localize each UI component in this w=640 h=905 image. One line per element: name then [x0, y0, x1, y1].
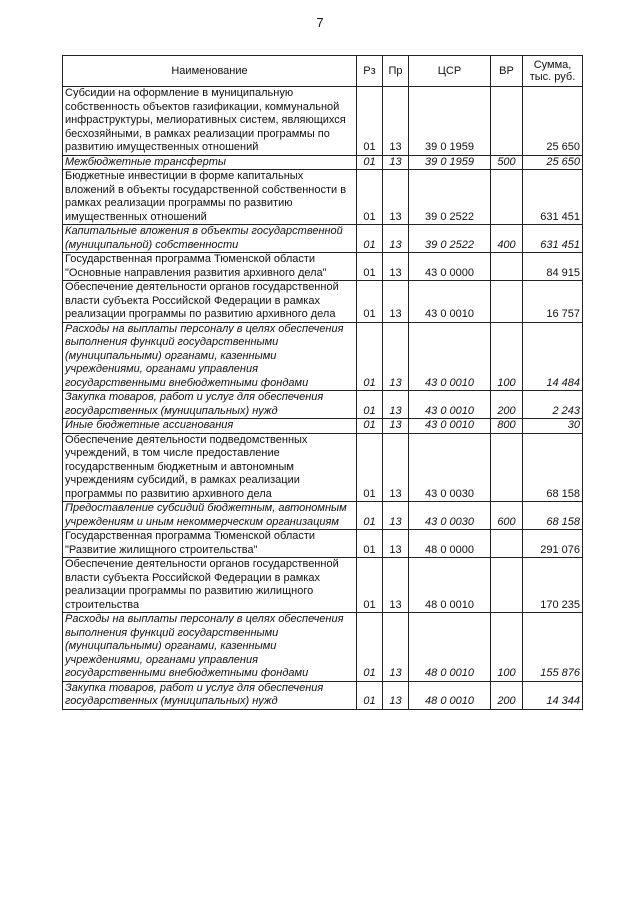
table-row: [63, 502, 583, 530]
table-row: [63, 433, 583, 502]
cell-name: Субсидии на оформление в муниципальную собственность объектов газификации, коммунальной инфраструктуры, мелиоративных систем, являющихся бесхозяйными, в рамках реализации программы по развитию имущественных отношений: [63, 87, 357, 156]
cell-csr: 43 0 0010: [409, 391, 491, 419]
cell-rz: 01: [357, 225, 383, 253]
table-row: [63, 87, 583, 156]
cell-csr: 43 0 0010: [409, 322, 491, 391]
table-row: [63, 391, 583, 419]
cell-csr: 48 0 0010: [409, 613, 491, 682]
cell-name: Обеспечение деятельности органов государственной власти субъекта Российской Федерации в рамках реализации программы по развитию жилищного строительства: [63, 558, 357, 613]
cell-rz: 01: [357, 502, 383, 530]
table-row: [63, 155, 583, 170]
table-row: [63, 681, 583, 709]
table-row: [63, 558, 583, 613]
cell-csr: 48 0 0010: [409, 681, 491, 709]
cell-csr: 39 0 1959: [409, 87, 491, 156]
cell-sum: 631 451: [523, 225, 583, 253]
cell-csr: 48 0 0000: [409, 530, 491, 558]
header-csr: ЦСР: [409, 56, 491, 87]
cell-vr: 800: [491, 419, 523, 434]
cell-sum: 68 158: [523, 433, 583, 502]
cell-rz: 01: [357, 681, 383, 709]
header-pr: Пр: [383, 56, 409, 87]
cell-pr: 13: [383, 681, 409, 709]
cell-csr: 39 0 2522: [409, 225, 491, 253]
cell-pr: 13: [383, 419, 409, 434]
table-row: [63, 530, 583, 558]
table-row: [63, 170, 583, 225]
cell-pr: 13: [383, 225, 409, 253]
cell-pr: 13: [383, 253, 409, 281]
cell-name: Обеспечение деятельности подведомственных учреждений, в том числе предоставление государственным бюджетным и автономным учреждениям субсидий, в рамках реализации программы по развитию архивного дела: [63, 433, 357, 502]
cell-rz: 01: [357, 155, 383, 170]
cell-vr: 200: [491, 681, 523, 709]
cell-sum: 170 235: [523, 558, 583, 613]
table-row: [63, 613, 583, 682]
cell-vr: 400: [491, 225, 523, 253]
cell-csr: 48 0 0010: [409, 558, 491, 613]
cell-sum: 14 344: [523, 681, 583, 709]
cell-sum: 84 915: [523, 253, 583, 281]
cell-rz: 01: [357, 281, 383, 323]
table-row: [63, 253, 583, 281]
cell-sum: 2 243: [523, 391, 583, 419]
cell-vr: [491, 433, 523, 502]
cell-name: Предоставление субсидий бюджетным, автономным учреждениям и иным некоммерческим организациям: [63, 502, 357, 530]
cell-name: Закупка товаров, работ и услуг для обеспечения государственных (муниципальных) нужд: [63, 681, 357, 709]
cell-name: Расходы на выплаты персоналу в целях обеспечения выполнения функций государственными (муниципальными) органами, казенными учреждениями, органами управления государственными внебюджетными фондами: [63, 322, 357, 391]
cell-rz: 01: [357, 391, 383, 419]
cell-name: Государственная программа Тюменской области "Основные направления развития архивного дела": [63, 253, 357, 281]
header-name: Наименование: [63, 56, 357, 87]
cell-sum: 155 876: [523, 613, 583, 682]
cell-rz: 01: [357, 87, 383, 156]
cell-name: Государственная программа Тюменской области "Развитие жилищного строительства": [63, 530, 357, 558]
cell-vr: [491, 170, 523, 225]
cell-rz: 01: [357, 419, 383, 434]
budget-table: [62, 55, 583, 710]
cell-rz: 01: [357, 558, 383, 613]
cell-vr: [491, 281, 523, 323]
cell-pr: 13: [383, 87, 409, 156]
cell-csr: 43 0 0010: [409, 419, 491, 434]
header-sum: Сумма, тыс. руб.: [523, 56, 583, 87]
cell-rz: 01: [357, 433, 383, 502]
cell-csr: 43 0 0030: [409, 433, 491, 502]
cell-sum: 631 451: [523, 170, 583, 225]
cell-rz: 01: [357, 530, 383, 558]
table-row: [63, 281, 583, 323]
cell-sum: 16 757: [523, 281, 583, 323]
cell-rz: 01: [357, 322, 383, 391]
cell-csr: 39 0 2522: [409, 170, 491, 225]
cell-vr: [491, 253, 523, 281]
cell-pr: 13: [383, 558, 409, 613]
cell-pr: 13: [383, 391, 409, 419]
table-row: [63, 419, 583, 434]
cell-csr: 43 0 0030: [409, 502, 491, 530]
cell-name: Расходы на выплаты персоналу в целях обеспечения выполнения функций государственными (муниципальными) органами, казенными учреждениями, органами управления государственными внебюджетными фондами: [63, 613, 357, 682]
cell-pr: 13: [383, 530, 409, 558]
cell-name: Бюджетные инвестиции в форме капитальных вложений в объекты государственной собственности в рамках реализации программы по развитию имущественных отношений: [63, 170, 357, 225]
cell-name: Капитальные вложения в объекты государственной (муниципальной) собственности: [63, 225, 357, 253]
cell-rz: 01: [357, 170, 383, 225]
cell-sum: 25 650: [523, 155, 583, 170]
cell-pr: 13: [383, 322, 409, 391]
cell-rz: 01: [357, 253, 383, 281]
cell-sum: 25 650: [523, 87, 583, 156]
page-number: 7: [316, 15, 324, 30]
cell-vr: 200: [491, 391, 523, 419]
cell-pr: 13: [383, 281, 409, 323]
header-row: [63, 56, 583, 87]
cell-vr: [491, 530, 523, 558]
cell-csr: 39 0 1959: [409, 155, 491, 170]
cell-pr: 13: [383, 613, 409, 682]
cell-sum: 14 484: [523, 322, 583, 391]
cell-pr: 13: [383, 433, 409, 502]
cell-pr: 13: [383, 155, 409, 170]
cell-vr: [491, 558, 523, 613]
cell-vr: 500: [491, 155, 523, 170]
table-row: [63, 322, 583, 391]
table-row: [63, 225, 583, 253]
cell-rz: 01: [357, 613, 383, 682]
header-vr: ВР: [491, 56, 523, 87]
cell-name: Обеспечение деятельности органов государственной власти субъекта Российской Федерации в рамках реализации программы по развитию архивного дела: [63, 281, 357, 323]
cell-vr: 100: [491, 613, 523, 682]
cell-name: Закупка товаров, работ и услуг для обеспечения государственных (муниципальных) нужд: [63, 391, 357, 419]
cell-sum: 68 158: [523, 502, 583, 530]
cell-vr: [491, 87, 523, 156]
cell-csr: 43 0 0000: [409, 253, 491, 281]
cell-name: Иные бюджетные ассигнования: [63, 419, 357, 434]
cell-pr: 13: [383, 170, 409, 225]
cell-pr: 13: [383, 502, 409, 530]
cell-vr: 100: [491, 322, 523, 391]
cell-sum: 30: [523, 419, 583, 434]
cell-sum: 291 076: [523, 530, 583, 558]
cell-vr: 600: [491, 502, 523, 530]
cell-csr: 43 0 0010: [409, 281, 491, 323]
cell-name: Межбюджетные трансферты: [63, 155, 357, 170]
header-rz: Рз: [357, 56, 383, 87]
